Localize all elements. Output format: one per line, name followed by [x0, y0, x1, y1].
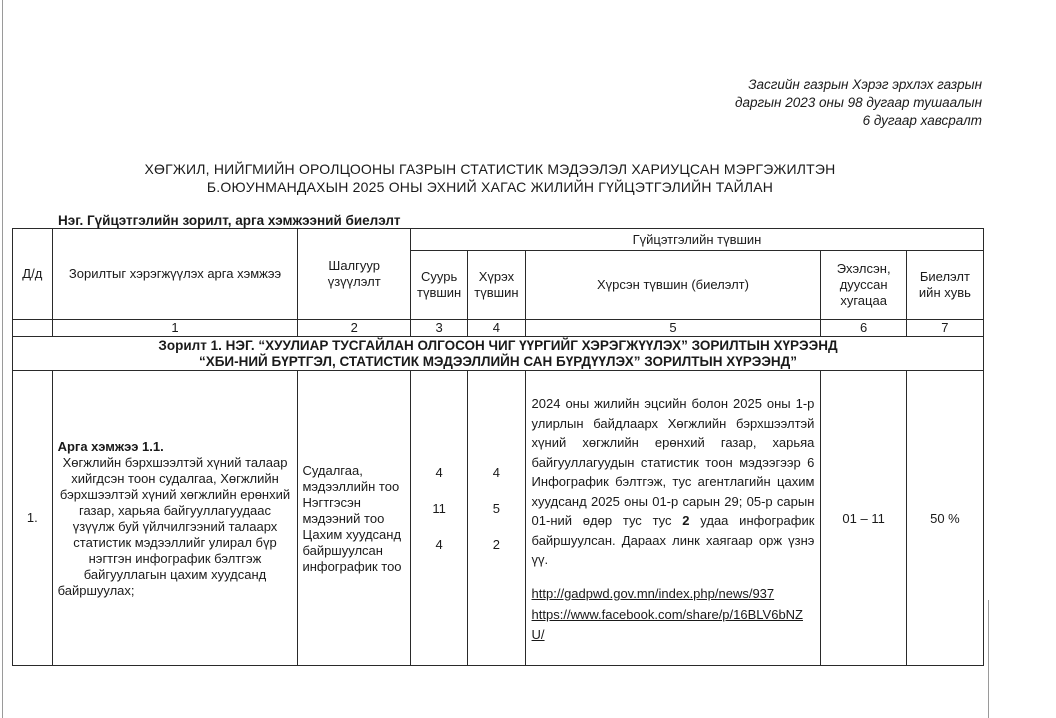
target-value: 2 — [492, 537, 501, 552]
document-title — [60, 160, 920, 196]
base-value: 4 — [435, 465, 443, 480]
scan-left-edge — [2, 0, 3, 718]
achieved-cell — [525, 371, 821, 666]
annex-line-3: 6 дугаар хавсралт — [862, 113, 982, 128]
section-heading: Нэг. Гүйцэтгэлийн зорилт, арга хэмжээний биелэлт — [58, 213, 401, 228]
header-measure: Зорилтыг хэрэгжүүлэх арга хэмжээ — [52, 229, 298, 320]
header-no: Д/д — [13, 229, 53, 320]
achieved-count: 2 — [682, 513, 690, 528]
period-cell: 01 – 11 — [821, 371, 906, 666]
column-number: 5 — [525, 320, 821, 337]
facebook-link[interactable]: https://www.facebook.com/share/p/16BLV6bNZU/ — [531, 607, 803, 642]
header-performance-group: Гүйцэтгэлийн түвшин — [410, 229, 983, 251]
scan-right-edge — [988, 600, 989, 718]
base-value: 11 — [432, 501, 446, 516]
column-number: 4 — [468, 320, 525, 337]
goal-line-2: “ХБИ-НИЙ БҮРТГЭЛ, СТАТИСТИК МЭДЭЭЛЛИЙН САН БҮРДҮҮЛЭХ” ЗОРИЛТЫН ХҮРЭЭНД” — [198, 353, 798, 369]
indicator-cell: Судалгаа, мэдээллийн тоо Нэгтгэсэн мэдээний тоо Цахим хуудсанд байршуулсан инфографик тоо — [298, 371, 411, 666]
achieved-text: 2024 оны жилийн эцсийн болон 2025 оны 1-р улирлын байдлаарх Хөгжлийн бэрхшээлтэй хүний хөгжлийн ерөнхий газар, харьяа байгууллагуудын статистик тоон мэдээгээр 6 Инфографик бэлтгэж, тус агентлагийн цахим хуудсанд 2025 оны 01-р сарын 29; 05-р сарын 01-ний өдөр тус тус — [531, 396, 815, 528]
base-value: 4 — [435, 537, 443, 552]
annex-reference — [582, 76, 982, 130]
achieved-text-end: удаа инфографик байршуулсан. Дараах линк хаягаар орж үзнэ үү. — [531, 513, 815, 567]
goal-row — [13, 337, 984, 371]
header-indicator: Шалгуур үзүүлэлт — [298, 229, 411, 320]
percent-cell: 50 % — [906, 371, 983, 666]
document-title-line-1: ХӨГЖИЛ, НИЙГМИЙН ОРОЛЦООНЫ ГАЗРЫН СТАТИСТИК МЭДЭЭЛЭЛ ХАРИУЦСАН МЭРГЭЖИЛТЭН — [144, 161, 836, 177]
column-number: 6 — [821, 320, 906, 337]
column-number-blank — [13, 320, 53, 337]
target-level-cell — [468, 371, 525, 666]
header-target: Хүрэх түвшин — [468, 251, 525, 320]
measure-title: Арга хэмжээ 1.1. — [57, 439, 164, 454]
measure-cell — [52, 371, 298, 666]
goal-heading — [13, 337, 984, 371]
column-number: 1 — [52, 320, 298, 337]
goal-line-1: Зорилт 1. НЭГ. “ХУУЛИАР ТУСГАЙЛАН ОЛГОСОН ЧИГ ҮҮРГИЙГ ХЭРЭГЖҮҮЛЭХ” ЗОРИЛТЫН ХҮРЭЭНД — [158, 337, 838, 353]
column-number: 2 — [298, 320, 411, 337]
target-value: 4 — [492, 465, 501, 480]
header-period: Эхэлсэн, дууссан хугацаа — [821, 251, 906, 320]
column-number-row — [13, 320, 984, 337]
column-number: 3 — [410, 320, 467, 337]
target-value: 5 — [492, 501, 501, 516]
annex-line-1: Засгийн газрын Хэрэг эрхлэх газрын — [748, 77, 982, 92]
header-base: Суурь түвшин — [410, 251, 467, 320]
header-row-1 — [13, 229, 984, 251]
base-level-cell — [410, 371, 467, 666]
column-number: 7 — [906, 320, 983, 337]
header-percent: Биелэлт ийн хувь — [906, 251, 983, 320]
row-number: 1. — [13, 371, 53, 666]
news-link[interactable]: http://gadpwd.gov.mn/index.php/news/937 — [531, 585, 775, 601]
document-title-line-2: Б.ОЮУНМАНДАХЫН 2025 ОНЫ ЭХНИЙ ХАГАС ЖИЛИЙН ГҮЙЦЭТГЭЛИЙН ТАЙЛАН — [206, 179, 774, 195]
measure-text: Хөгжлийн бэрхшээлтэй хүний талаар хийгдсэн тоон судалгаа, Хөгжлийн бэрхшээлтэй хүний хөгжлийн ерөнхий газар, харьяа байгууллагуудаас үзүүлж буй үйлчилгээний талаарх статистик мэдээллийг улирал бүр нэгтгэн инфографик бэлтгэж байгууллагын цахим хуудсанд байршуулах; — [57, 455, 291, 598]
annex-line-2: даргын 2023 оны 98 дугаар тушаалын — [734, 95, 982, 110]
performance-table — [12, 228, 984, 666]
table-row — [13, 371, 984, 666]
header-achieved: Хүрсэн түвшин (биелэлт) — [525, 251, 821, 320]
